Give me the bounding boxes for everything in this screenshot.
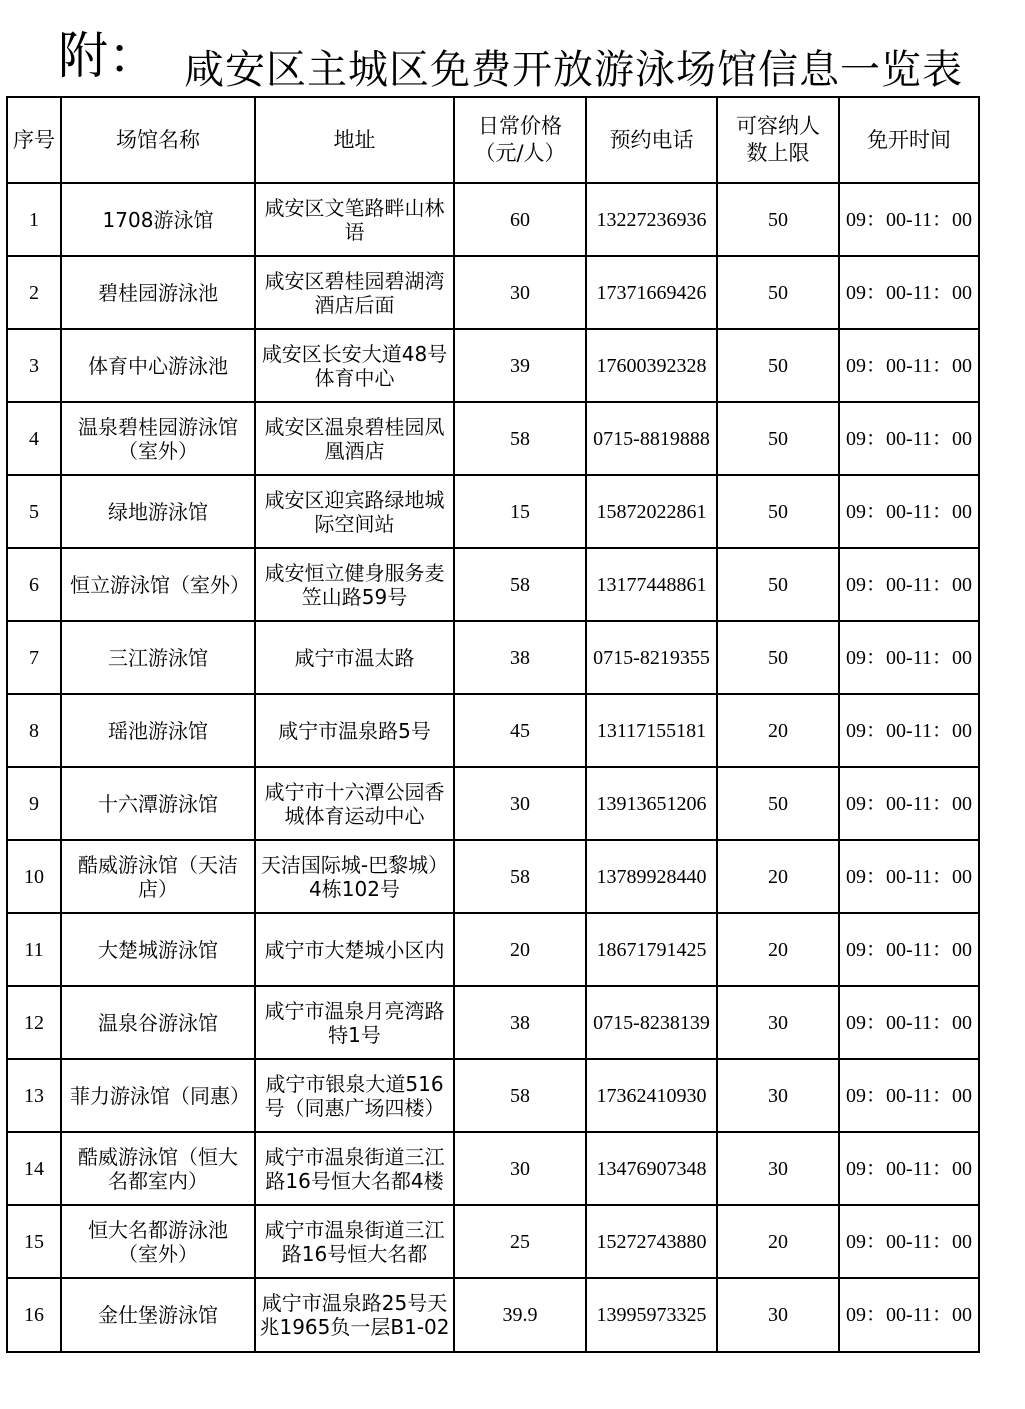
cell-price: 58 <box>454 402 586 475</box>
cell-address: 咸安区温泉碧桂园凤凰酒店 <box>255 402 454 475</box>
table-body <box>7 183 979 1352</box>
cell-venue-name: 绿地游泳馆 <box>61 475 255 548</box>
cell-phone: 0715-8238139 <box>586 986 717 1059</box>
cell-price: 15 <box>454 475 586 548</box>
cell-index: 16 <box>7 1278 61 1352</box>
cell-address: 咸安区文笔路畔山林语 <box>255 183 454 256</box>
cell-address: 咸宁市温泉月亮湾路特1号 <box>255 986 454 1059</box>
cell-address: 咸安区长安大道48号体育中心 <box>255 329 454 402</box>
cell-free-time: 09：00-11：00 <box>839 402 979 475</box>
cell-venue-name: 恒大名都游泳池（室外） <box>61 1205 255 1278</box>
table-row <box>7 1132 979 1205</box>
header-index: 序号 <box>7 97 61 183</box>
table-row <box>7 1205 979 1278</box>
table-row <box>7 183 979 256</box>
cell-phone: 13789928440 <box>586 840 717 913</box>
cell-price: 60 <box>454 183 586 256</box>
cell-free-time: 09：00-11：00 <box>839 986 979 1059</box>
cell-phone: 13227236936 <box>586 183 717 256</box>
cell-free-time: 09：00-11：00 <box>839 256 979 329</box>
cell-price: 30 <box>454 1132 586 1205</box>
cell-price: 25 <box>454 1205 586 1278</box>
cell-venue-name: 菲力游泳馆（同惠） <box>61 1059 255 1132</box>
cell-phone: 13177448861 <box>586 548 717 621</box>
cell-address: 咸安区迎宾路绿地城际空间站 <box>255 475 454 548</box>
cell-capacity: 30 <box>717 986 839 1059</box>
cell-index: 9 <box>7 767 61 840</box>
cell-venue-name: 温泉谷游泳馆 <box>61 986 255 1059</box>
table-row <box>7 1278 979 1352</box>
cell-phone: 17600392328 <box>586 329 717 402</box>
cell-phone: 15872022861 <box>586 475 717 548</box>
cell-index: 6 <box>7 548 61 621</box>
cell-index: 13 <box>7 1059 61 1132</box>
cell-venue-name: 十六潭游泳馆 <box>61 767 255 840</box>
header-row <box>7 97 979 183</box>
cell-capacity: 30 <box>717 1278 839 1352</box>
table-row <box>7 1059 979 1132</box>
cell-capacity: 20 <box>717 1205 839 1278</box>
cell-venue-name: 恒立游泳馆（室外） <box>61 548 255 621</box>
cell-venue-name: 体育中心游泳池 <box>61 329 255 402</box>
cell-capacity: 50 <box>717 621 839 694</box>
cell-venue-name: 1708游泳馆 <box>61 183 255 256</box>
cell-index: 3 <box>7 329 61 402</box>
cell-venue-name: 金仕堡游泳馆 <box>61 1278 255 1352</box>
cell-price: 39 <box>454 329 586 402</box>
cell-price: 58 <box>454 1059 586 1132</box>
cell-index: 12 <box>7 986 61 1059</box>
table-row <box>7 694 979 767</box>
cell-venue-name: 酷威游泳馆（恒大名都室内） <box>61 1132 255 1205</box>
cell-phone: 13476907348 <box>586 1132 717 1205</box>
cell-index: 8 <box>7 694 61 767</box>
cell-free-time: 09：00-11：00 <box>839 1059 979 1132</box>
cell-venue-name: 瑶池游泳馆 <box>61 694 255 767</box>
cell-address: 咸宁市银泉大道516号（同惠广场四楼） <box>255 1059 454 1132</box>
cell-index: 2 <box>7 256 61 329</box>
cell-phone: 0715-8819888 <box>586 402 717 475</box>
cell-price: 30 <box>454 767 586 840</box>
cell-capacity: 30 <box>717 1059 839 1132</box>
cell-address: 咸宁市温泉路25号天兆1965负一层B1-02 <box>255 1278 454 1352</box>
header-address: 地址 <box>255 97 454 183</box>
table-row <box>7 767 979 840</box>
cell-price: 58 <box>454 548 586 621</box>
cell-free-time: 09：00-11：00 <box>839 694 979 767</box>
cell-capacity: 50 <box>717 329 839 402</box>
cell-free-time: 09：00-11：00 <box>839 475 979 548</box>
cell-phone: 17371669426 <box>586 256 717 329</box>
cell-address: 咸宁市温泉街道三江路16号恒大名都 <box>255 1205 454 1278</box>
cell-phone: 17362410930 <box>586 1059 717 1132</box>
venue-table <box>6 96 980 1353</box>
cell-capacity: 30 <box>717 1132 839 1205</box>
cell-free-time: 09：00-11：00 <box>839 621 979 694</box>
cell-price: 20 <box>454 913 586 986</box>
cell-capacity: 20 <box>717 694 839 767</box>
cell-address: 咸宁市十六潭公园香城体育运动中心 <box>255 767 454 840</box>
table-row <box>7 329 979 402</box>
cell-phone: 13117155181 <box>586 694 717 767</box>
cell-venue-name: 酷威游泳馆（天洁店） <box>61 840 255 913</box>
cell-venue-name: 三江游泳馆 <box>61 621 255 694</box>
document-title <box>0 0 1025 96</box>
cell-index: 7 <box>7 621 61 694</box>
cell-free-time: 09：00-11：00 <box>839 913 979 986</box>
cell-price: 39.9 <box>454 1278 586 1352</box>
table-row <box>7 475 979 548</box>
header-phone: 预约电话 <box>586 97 717 183</box>
cell-capacity: 20 <box>717 840 839 913</box>
cell-venue-name: 温泉碧桂园游泳馆（室外） <box>61 402 255 475</box>
table-row <box>7 621 979 694</box>
cell-phone: 15272743880 <box>586 1205 717 1278</box>
cell-index: 1 <box>7 183 61 256</box>
cell-free-time: 09：00-11：00 <box>839 329 979 402</box>
cell-price: 38 <box>454 986 586 1059</box>
cell-index: 5 <box>7 475 61 548</box>
cell-free-time: 09：00-11：00 <box>839 840 979 913</box>
cell-index: 10 <box>7 840 61 913</box>
cell-address: 咸宁市大楚城小区内 <box>255 913 454 986</box>
header-free-time: 免开时间 <box>839 97 979 183</box>
cell-index: 14 <box>7 1132 61 1205</box>
cell-capacity: 50 <box>717 183 839 256</box>
cell-free-time: 09：00-11：00 <box>839 1132 979 1205</box>
cell-address: 咸安恒立健身服务麦笠山路59号 <box>255 548 454 621</box>
cell-index: 15 <box>7 1205 61 1278</box>
cell-price: 30 <box>454 256 586 329</box>
header-price: 日常价格（元/人） <box>454 97 586 183</box>
cell-capacity: 50 <box>717 402 839 475</box>
cell-free-time: 09：00-11：00 <box>839 183 979 256</box>
cell-address: 天洁国际城-巴黎城）4栋102号 <box>255 840 454 913</box>
title-prefix: 附： <box>58 27 158 85</box>
cell-phone: 13913651206 <box>586 767 717 840</box>
cell-venue-name: 碧桂园游泳池 <box>61 256 255 329</box>
cell-price: 38 <box>454 621 586 694</box>
table-row <box>7 986 979 1059</box>
header-name: 场馆名称 <box>61 97 255 183</box>
cell-phone: 18671791425 <box>586 913 717 986</box>
table-row <box>7 548 979 621</box>
cell-capacity: 20 <box>717 913 839 986</box>
cell-index: 11 <box>7 913 61 986</box>
header-capacity: 可容纳人数上限 <box>717 97 839 183</box>
cell-address: 咸宁市温太路 <box>255 621 454 694</box>
cell-price: 58 <box>454 840 586 913</box>
cell-free-time: 09：00-11：00 <box>839 1278 979 1352</box>
cell-capacity: 50 <box>717 475 839 548</box>
cell-capacity: 50 <box>717 256 839 329</box>
table-row <box>7 840 979 913</box>
cell-phone: 0715-8219355 <box>586 621 717 694</box>
cell-venue-name: 大楚城游泳馆 <box>61 913 255 986</box>
cell-free-time: 09：00-11：00 <box>839 767 979 840</box>
table-row <box>7 402 979 475</box>
table-row <box>7 256 979 329</box>
cell-capacity: 50 <box>717 548 839 621</box>
cell-address: 咸安区碧桂园碧湖湾酒店后面 <box>255 256 454 329</box>
cell-free-time: 09：00-11：00 <box>839 548 979 621</box>
cell-index: 4 <box>7 402 61 475</box>
title-text: 咸安区主城区免费开放游泳场馆信息一览表 <box>184 47 963 93</box>
cell-phone: 13995973325 <box>586 1278 717 1352</box>
cell-capacity: 50 <box>717 767 839 840</box>
cell-address: 咸宁市温泉路5号 <box>255 694 454 767</box>
cell-price: 45 <box>454 694 586 767</box>
table-row <box>7 913 979 986</box>
cell-address: 咸宁市温泉街道三江路16号恒大名都4楼 <box>255 1132 454 1205</box>
cell-free-time: 09：00-11：00 <box>839 1205 979 1278</box>
